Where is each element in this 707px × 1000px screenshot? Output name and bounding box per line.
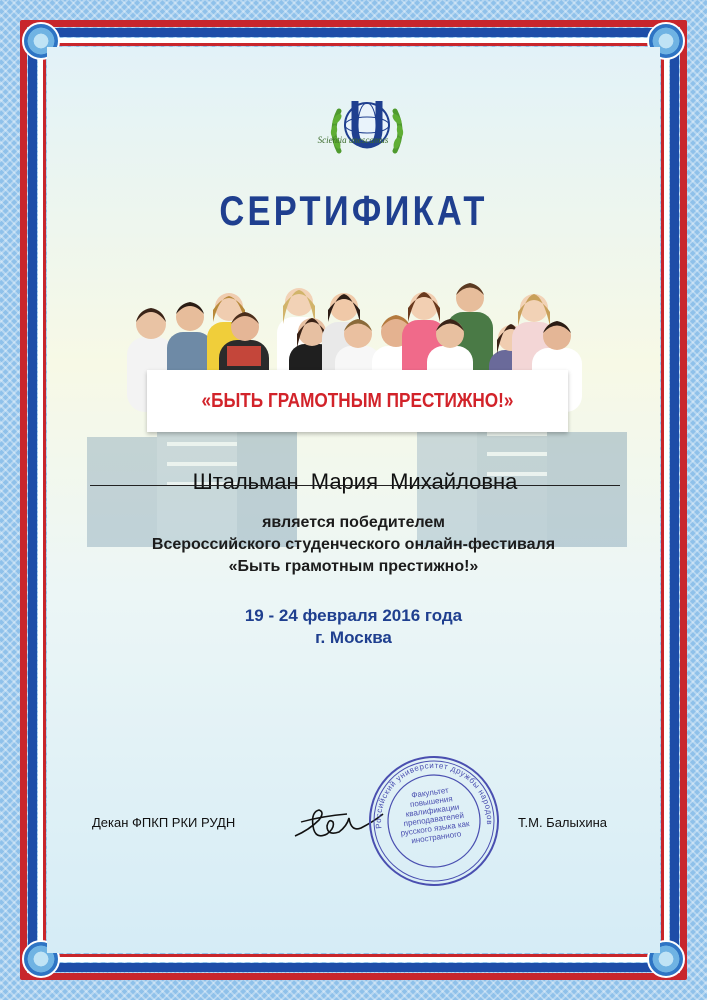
festival-banner xyxy=(147,370,568,432)
official-stamp-seal xyxy=(365,752,503,890)
dean-title: Декан ФПКП РКИ РУДН xyxy=(92,815,236,830)
certificate-title: СЕРТИФИКАТ xyxy=(219,187,488,234)
recipient-name: Штальман Мария Михайловна xyxy=(192,469,518,494)
university-logo-icon xyxy=(325,85,409,169)
signer-name: Т.М. Балыхина xyxy=(518,815,608,830)
recipient-underline xyxy=(90,485,620,486)
stamp-ring-text: Российский университет дружбы народов xyxy=(373,760,495,830)
award-line-2: Всероссийского студенческого онлайн-фестиваля xyxy=(151,536,556,553)
logo-motto: Scientia unescamus xyxy=(317,135,389,145)
certificate-body xyxy=(47,47,660,953)
stamp-center-text: Факультет повышения квалификации преподавателей русского языка как иностранного xyxy=(400,785,471,846)
banner-text: «БЫТЬ ГРАМОТНЫМ ПРЕСТИЖНО!» xyxy=(201,390,514,412)
award-line-3: «Быть грамотным престижно!» xyxy=(228,558,479,575)
event-city: г. Москва xyxy=(315,628,392,647)
event-date: 19 - 24 февраля 2016 года xyxy=(244,606,463,625)
award-line-1: является победителем xyxy=(262,514,445,531)
